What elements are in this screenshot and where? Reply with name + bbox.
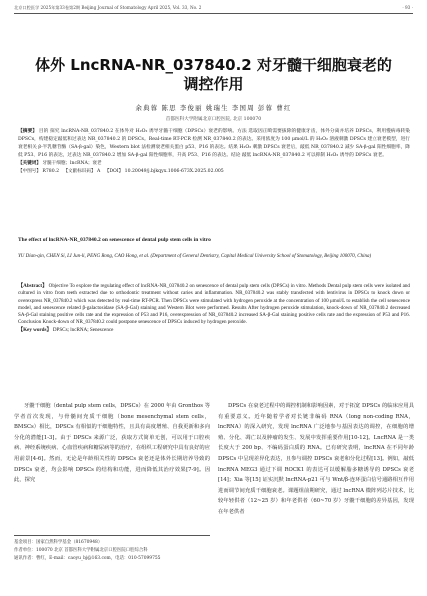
keywords-cn-label: 【关键词】 — [18, 161, 41, 167]
document-code: 【文献标识码】 A — [63, 169, 101, 175]
footnote-author-unit: 作者单位：100070 北京 首都医科大学附属北京口腔医院口腔综合科 — [14, 547, 148, 553]
keywords-en-label: 【Key words】 — [18, 326, 52, 333]
footnote-contact: 通讯作者：曹红，E-mail：caoyu_bj@163.com，电话：010-57099755 — [14, 555, 161, 561]
authors-en: YU Dian-qin, CHEN Si, LI Jun-li, PENG Rong, CAO Hong, et al. (Department of General Dentistry, Capital Medical University School of Stomatology, Beijing 100070, China) — [18, 254, 372, 259]
abstract-cn-label: 【摘要】 — [18, 129, 38, 134]
abstract-en-text: Objective To explore the regulating effect of lncRNA-NR_037840.2 on senescence of dental pulp stem cells (DPSCs) in vitro. Methods Dental pulp stem cells were isolated and cultured in vitro from teeth extracted due to orthodontic treatment without caries and inflammation. NR_037840.2 was stably transfected with lentivirus in DPSCs to knock down or overexpress NR_037840.2 which was detected by real-time RT-PCR. Then DPSCs were stimulated with hydrogen peroxide at the concentration of 100 μmol/L to establish the cell senescence model, and senescence related β-galactosidase (SA-β-Gal) staining and Western Blot were performed. Results After hydrogen peroxide stimulation, knock-down of NR_037840.2 decreased SA-β-Gal staining positive cells rate and the expression of P53 and P16, overexpression of NR_037840.2 increased SA-β-Gal staining positive cells rate and the expression of P53 and P16. Conclusion Knock-down of NR_037840.2 could postpone senescence of DPSCs induced by hydrogen peroxide. — [18, 283, 410, 326]
body-column-right: DPSCs 在衰老过程中的调控机制和影响因素，对于拓宽 DPSCs 的临床应用具有重要意义。近年随着学者对长链非编码 RNA（long non-coding RNA，lncRNA）的深入研究，发现 lncRNA 广泛地参与基因表达的调控，在细胞的增殖、分化、凋亡以及肿瘤的发生、发展中发挥重要作用[10-12]。LncRNA 是一类长度大于 200 bp、不编码蛋白质的 RNA。已有研究表明，lncRNA 在不同年龄 DPSCs 中呈现差异化表达，且参与调控 DPSCs 衰老和分化过程[13]。例如，敲低 lncRNA MEG3 通过下调 ROCK1 的表达可以缓解脂多糖诱导的 DPSCs 衰老[14]；Xia 等[15] 证实沉默 lncRNA-p21 可与 Wnt/β-连环蛋白信号通路相互作用进而调节间充质干细胞衰老。课题组前期研究，通过 lncRNA 微阵列芯片技术，比较年轻供者（12~25 岁）和年老供者（60~70 岁）牙髓干细胞的差异基因，发现在年老供者 — [218, 403, 414, 515]
body-column-left: 牙髓干细胞（dental pulp stem cells，DPSCs）在 2000 年由 Gronthos 等学者首次发现，与骨髓间充质干细胞（bone mesenchymal stem cells，BMSCs）相比，DPSCs 有相似的干细胞特性，且具有高度增殖、自我更新和多向分化的潜能[1-3]。由于 DPSCs 来源广泛，获取方式简单无创，可以用于口腔疾病、神经系统疾病、心血管疾病和糖尿病等的治疗，在组织工程研究中具有良好的应用前景[4-6]。然而，无论是年龄相关性的 DPSCs 衰老还是体外长期培养导致的 DPSCs 衰老，均会影响 DPSCs 的结构和功能，进而降低其治疗效果[7-9]。因此，探究 — [14, 403, 210, 484]
header-rule — [14, 13, 413, 14]
title-line-2: 调控作用 — [183, 75, 244, 93]
page-number: · 93 · — [402, 5, 413, 10]
running-header — [14, 5, 413, 11]
abstract-en — [18, 283, 410, 327]
footnote — [14, 535, 210, 562]
abstract-en-label: 【Abstract】 — [18, 283, 48, 289]
classification-row — [18, 168, 410, 176]
title-en: The effect of lncRNA-NR_037840.2 on senescence of dental pulp stem cells in vitro — [18, 237, 211, 243]
affiliation-cn: 首都医科大学附属北京口腔医院, 北京 100070 — [165, 117, 262, 122]
keywords-cn-text: 牙髓干细胞；lncRNA；衰老 — [42, 161, 102, 167]
abstract-cn-block — [18, 128, 410, 176]
authors-cn: 余典蓉 陈思 李俊丽 姚瑞生 李国周 彭蓉 曹红 — [135, 104, 292, 112]
title-line-1: 体外 LncRNA-NR_037840.2 对牙髓干细胞衰老的 — [35, 56, 392, 74]
keywords-en-text: DPSCs; lncRNA; Senescence — [52, 326, 114, 333]
running-header-left: 北京口腔医学 2025年第33卷第2期 Beijing Journal of Stomatology April 2025, Vol. 33, No. 2 — [14, 5, 202, 10]
abstract-en-block — [18, 283, 410, 334]
abstract-cn — [18, 128, 410, 160]
abstract-cn-text: 目的 探究 lncRNA-NR_037840.2 在体外对 H₂O₂ 诱导牙髓干细胞（DPSCs）衰老的影响。方法 选取因正畸需要拔除的健康牙齿，体外分离并培养 DPSCs，利用慢病毒转染 DPSCs，构建稳定敲低和过表达 NR_037840.2 的 DPSCs。Real-time RT-PCR 检测 NR_037840.2 的表达。采用浓度为 100 μmol/L 的 H₂O₂ 溶液刺激 DPSCs 建立衰老模型，进行衰老相关 β-半乳糖苷酶（SA-β-gal）染色，Western blot 法检测衰老相关蛋白 p53、P16 的表达。结果 H₂O₂ 刺激 DPSCs 衰老后，敲低 NR_037840.2 减少 SA-β-gal 阳性细胞率，降低 P53、P16 的表达，过表达 NR_037840.2 增加 SA-β-gal 阳性细胞率，升高 P53、P16 的表达。结论 敲低 lncRNA-NR_037840.2 可以抑制 H₂O₂ 诱导的 DPSCs 衰老。 — [18, 129, 410, 159]
keywords-cn — [18, 160, 410, 168]
footnote-fund: 基金项目：国家自然科学基金（81670948） — [14, 540, 103, 545]
doi: 【DOI】 10.20049/j.bjkqyx.1006-673X.2025.02.005 — [104, 169, 224, 175]
clc-number: 【中图号】 R780.2 — [18, 169, 60, 175]
keywords-en — [18, 327, 410, 334]
article-title — [0, 56, 427, 94]
